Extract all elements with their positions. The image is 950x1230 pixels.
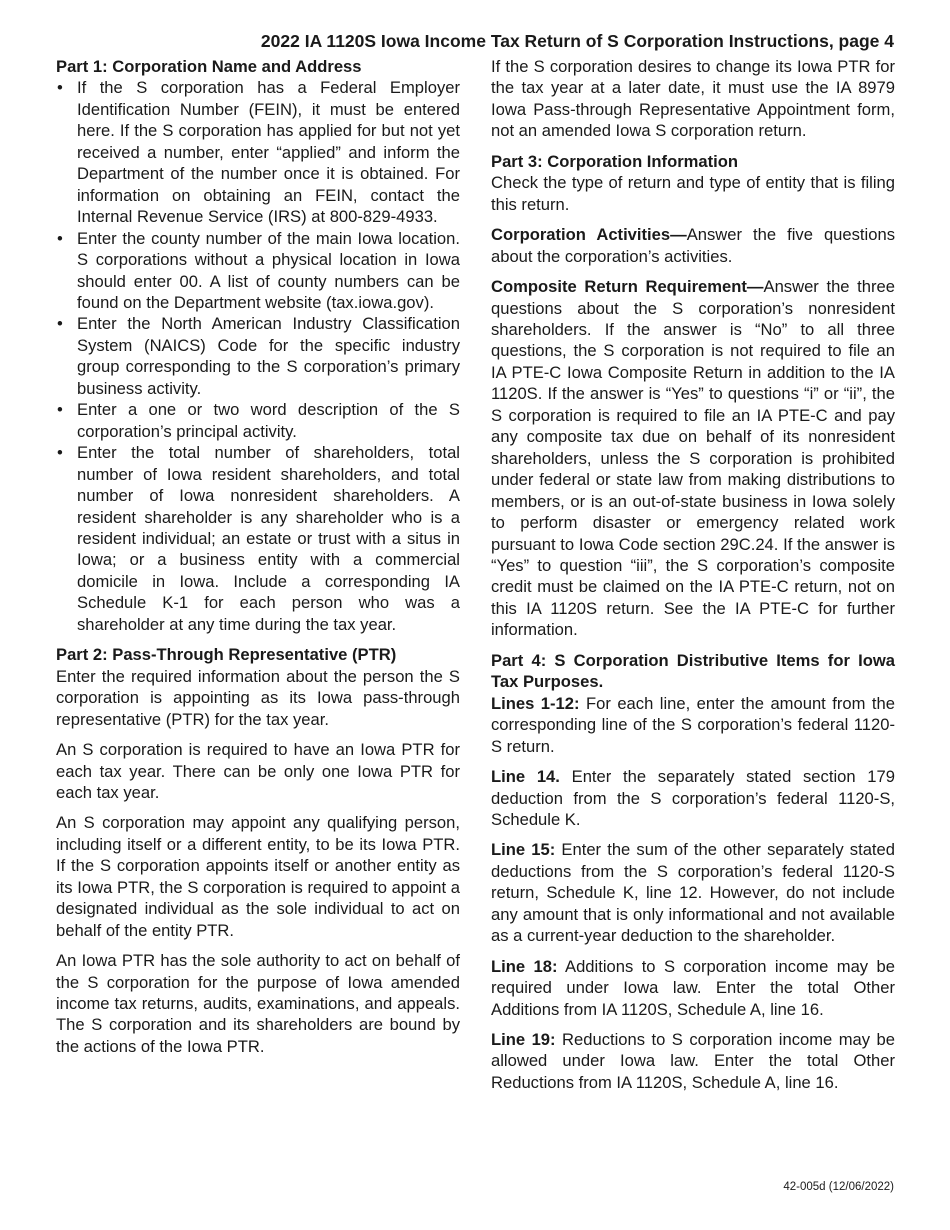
line-instruction [491, 839, 895, 946]
part3-intro: Check the type of return and type of entity that is filing this return. [491, 173, 895, 214]
part1-bullet-county: • Enter the county number of the main Iowa location. S corporations without a physical location in Iowa should enter 00. A list of county numbers can be found on the Department website (tax.iowa.gov). [56, 228, 460, 314]
line-instruction [491, 766, 895, 830]
composite-return-paragraph [491, 276, 895, 641]
part2-paragraph: An S corporation is required to have an Iowa PTR for each tax year. There can be only one Iowa PTR for each tax year. [56, 740, 460, 802]
part2-continuation: If the S corporation desires to change its Iowa PTR for the tax year at a later date, it must use the IA 8979 Iowa Pass-through Representative Appointment form, not an amended Iowa S corporation return. [491, 57, 895, 141]
line-label: Line 18: [491, 956, 558, 976]
part1-bullet-fein: • If the S corporation has a Federal Employer Identification Number (FEIN), it must be entered here. If the S corporation has applied for but not yet received a number, enter “applied” and inform the Department of the number once it is obtained. For information on obtaining an FEIN, contact the Internal Revenue Service (IRS) at 800-829-4933. [56, 77, 460, 227]
part2-paragraph: An S corporation may appoint any qualifying person, including itself or a different entity, to be its Iowa PTR. If the S corporation appoints itself or another entity as its Iowa PTR, the S corporation is required to appoint a designated individual as the sole individual to act on behalf of the entity PTR. [56, 813, 460, 940]
part2-paragraph: Enter the required information about the person the S corporation is appointing as its Iowa pass-through representative (PTR) for the tax year. [56, 666, 460, 729]
line-text: Reductions to S corporation income may be allowed under Iowa law. Enter the total Other Reductions from IA 1120S, Schedule A, line 16. [491, 1030, 895, 1092]
corporation-activities-paragraph [491, 224, 895, 267]
part4-heading: Part 4: S Corporation Distributive Items for Iowa Tax Purposes. [491, 650, 895, 692]
left-column [56, 56, 460, 1066]
line-label: Line 14. [491, 767, 560, 787]
line-label: Line 19: [491, 1030, 556, 1050]
composite-return-text: Answer the three questions about the S corporation’s nonresident shareholders. If the answer is “No” to all three questions, the S corporation is not required to file an IA PTE-C Iowa Composite Return in addition to the IA 1120S. If the answer is “Yes” to questions “i” or “ii”, the S corporation is required to file an IA PTE-C and pay any composite tax due on behalf of its nonresident shareholders, unless the S corporation is prohibited under federal or state law from making distributions to members, or is an out-of-state business in Iowa solely to perform disaster or emergency related work pursuant to Iowa Code section 29C.24. If the answer is “Yes” to question “iii”, the S corporation’s composite credit must be claimed on the IA PTE-C return, not on this IA 1120S return. See the IA PTE-C for further information. [491, 277, 895, 640]
part2-heading: Part 2: Pass-Through Representative (PTR) [56, 645, 397, 665]
line-instruction [491, 1029, 895, 1093]
corporation-activities-label: Corporation Activities— [491, 225, 687, 245]
part1-bullet-activity: • Enter a one or two word description of the S corporation’s principal activity. [56, 399, 460, 442]
right-column [491, 56, 895, 1102]
line-text: Additions to S corporation income may be required under Iowa law. Enter the total Other Additions from IA 1120S, Schedule A, line 16. [491, 956, 895, 1019]
part3-heading: Part 3: Corporation Information [491, 151, 739, 171]
corporation-activities-text: Answer the five questions about the corporation’s activities. [491, 225, 895, 266]
line-text: Enter the separately stated section 179 deduction from the S corporation’s federal 1120-S, Schedule K. [491, 767, 895, 829]
form-code-footer: 42-005d (12/06/2022) [783, 1181, 894, 1193]
line-text: Enter the sum of the other separately stated deductions from the S corporation’s federal 1120-S return, Schedule K, line 12. However, do not include any amount that is only informational and not available as a current-year deduction to the shareholder. [491, 840, 895, 946]
part2-paragraph: An Iowa PTR has the sole authority to act on behalf of the S corporation for the purpose of Iowa amended income tax returns, audits, examinations, and appeals. The S corporation and its shareholders are bound by the actions of the Iowa PTR. [56, 951, 460, 1056]
line-instruction [491, 956, 895, 1020]
part1-heading: Part 1: Corporation Name and Address [56, 57, 362, 76]
line-label: Lines 1-12: [491, 693, 580, 713]
line-label: Line 15: [491, 840, 556, 860]
part1-bullet-list [56, 77, 460, 635]
part1-bullet-shareholders: • Enter the total number of shareholders, total number of Iowa resident shareholders, and total number of Iowa nonresident shareholders. A resident shareholder is any shareholder who is a resident individual; an estate or trust with a situs in Iowa; or a business entity with a commercial domicile in Iowa. Include a corresponding IA Schedule K-1 for each person who was a shareholder at any time during the tax year. [56, 442, 460, 635]
line-text: For each line, enter the amount from the corresponding line of the S corporation’s federal 1120-S return. [491, 693, 895, 756]
part1-bullet-naics: • Enter the North American Industry Classification System (NAICS) Code for the specific industry group corresponding to the S corporation’s primary business activity. [56, 313, 460, 399]
composite-return-label: Composite Return Requirement— [491, 277, 764, 297]
page-header-title: 2022 IA 1120S Iowa Income Tax Return of S Corporation Instructions, page 4 [260, 31, 894, 51]
line-instruction [491, 693, 895, 757]
